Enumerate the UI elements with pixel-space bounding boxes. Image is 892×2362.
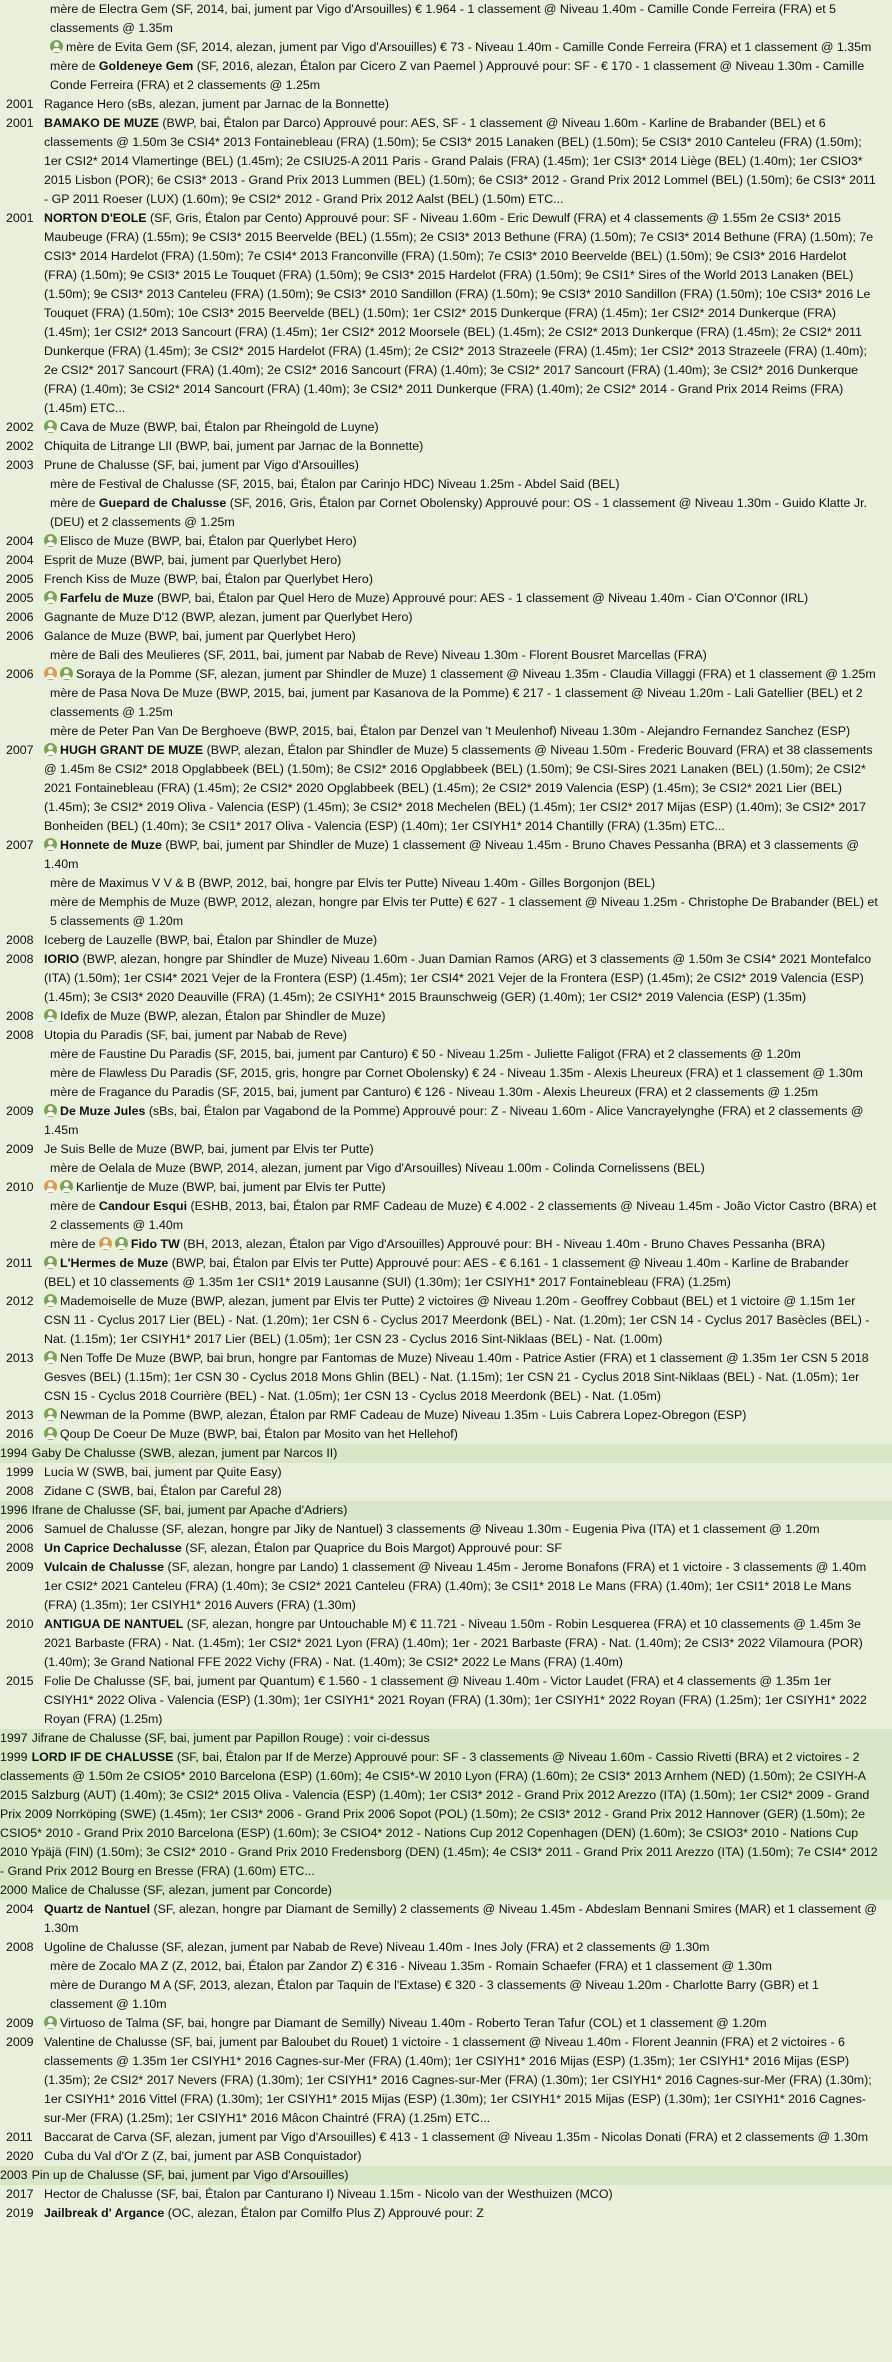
birth-year: 2015 — [6, 1674, 34, 1688]
birth-year: 2002 — [6, 439, 34, 453]
birth-year: 1999 — [0, 1750, 28, 1764]
entry-content — [32, 1731, 430, 1745]
owner-avatar-icon[interactable] — [44, 667, 57, 680]
entry-details: Samuel de Chalusse (SF, alezan, hongre par Jiky de Nantuel) 3 classements @ Niveau 1.30m - Eugenia Piva (ITA) et 1 classement @ 1.20m — [44, 1522, 820, 1536]
list-item — [0, 1539, 892, 1558]
birth-year: 2011 — [6, 1256, 33, 1270]
entry-content — [0, 1615, 882, 1672]
birth-year: 2012 — [6, 1294, 34, 1308]
list-item — [0, 608, 892, 627]
horse-profile-icon[interactable] — [44, 1104, 57, 1117]
entry-content — [0, 551, 882, 570]
entry-details: Virtuoso de Talma (SF, bai, hongre par Diamant de Semilly) Niveau 1.40m - Roberto Teran Tafur (COL) et 1 classement @ 1.20m — [60, 2016, 767, 2030]
entry-details: mère de Durango M A (SF, 2013, alezan, Étalon par Taquin de l'Extase) € 320 - 3 classements @ Niveau 1.20m - Charlotte Barry (GBR) et 1 classement @ 1.10m — [50, 1978, 819, 2011]
entry-content — [0, 209, 882, 418]
entry-details: Ragance Hero (sBs, alezan, jument par Jarnac de la Bonnette) — [44, 97, 390, 111]
entry-details: (SF, bai, Étalon par If de Merze) Approuvé pour: SF - 3 classements @ Niveau 1.60m - Cassio Rivetti (BRA) et 2 victoires - 2 classements @ 1.50m 2e CSIO5* 2010 Barcelona (ESP) (1.60m); 4e CSI5*-W 2010 Lyon (FRA) (1.60m); 2e CSI3* 2013 Arnhem (NED) (1.50m); 2e CSIYH-A 2015 Salzburg (AUT) (1.40m); 3e CSI2* 2015 Oliva - Valencia (ESP) (1.40m); 1er CSI3* 2012 - Grand Prix 2012 Arezzo (ITA) (1.50m); 1er CSI2* 2009 - Grand Prix 2009 Norrköping (SWE) (1.45m); 1er CSI3* 2006 - Grand Prix 2006 Sopot (POL) (1.50m); 2e CSI3* 2012 - Grand Prix 2012 Hannover (GER) (1.50m); 2e CSIO5* 2010 - Grand Prix 2010 Barcelona (ESP) (1.60m); 3e CSIO4* 2012 - Nations Cup 2012 Copenhagen (DEN) (1.60m); 3e CSIO3* 2010 - Nations Cup 2010 Ypäjä (FIN) (1.50m); 3e CSI2* 2010 - Grand Prix 2010 Fredensborg (DEN) (1.45m); 4e CSI3* 2011 - Grand Prix 2011 Arezzo (ITA) (1.50m); 7e CSI4* 2012 - Grand Prix 2012 Bourg en Bresse (FRA) (1.60m) ETC... — [0, 1750, 878, 1878]
list-item — [0, 1292, 892, 1349]
horse-name-link[interactable]: BAMAKO DE MUZE — [44, 116, 159, 130]
list-item — [0, 1159, 892, 1178]
dam-prefix: mère de — [50, 496, 99, 510]
birth-year: 2009 — [6, 1560, 34, 1574]
entry-content — [0, 456, 882, 475]
list-item — [0, 1197, 892, 1235]
list-item — [0, 57, 892, 95]
entry-content — [0, 2033, 882, 2128]
list-item — [0, 456, 892, 475]
dam-prefix: mère de — [50, 59, 99, 73]
entry-details: Iceberg de Lauzelle (BWP, bai, Étalon par Shindler de Muze) — [44, 933, 378, 947]
list-item — [0, 1672, 892, 1729]
entry-details: Prune de Chalusse (SF, bai, jument par Vigo d'Arsouilles) — [44, 458, 359, 472]
list-item — [0, 1729, 892, 1748]
entry-details: Galance de Muze (BWP, bai, jument par Querlybet Hero) — [44, 629, 356, 643]
list-item — [0, 114, 892, 209]
entry-content — [50, 1959, 772, 1973]
list-item — [0, 1482, 892, 1501]
list-item — [0, 1938, 892, 1957]
birth-year: 2013 — [6, 1408, 34, 1422]
birth-year: 1994 — [0, 1446, 28, 1460]
birth-year: 1999 — [6, 1465, 34, 1479]
entry-details: Qoup De Coeur De Muze (BWP, bai, Étalon par Mosito van het Hellehof) — [60, 1427, 458, 1441]
horse-name-link[interactable]: Jailbreak d' Argance — [44, 2206, 165, 2220]
birth-year: 2006 — [6, 629, 34, 643]
birth-year: 2009 — [6, 1142, 34, 1156]
owner-avatar-icon[interactable] — [99, 1237, 112, 1250]
horse-profile-icon[interactable] — [44, 420, 57, 433]
horse-profile-icon[interactable] — [44, 743, 57, 756]
list-item — [0, 437, 892, 456]
entry-content — [32, 1503, 348, 1517]
list-item — [0, 38, 892, 57]
entry-content — [0, 1482, 882, 1501]
birth-year: 2008 — [6, 1028, 34, 1042]
entry-details: (BH, 2013, alezan, Étalon par Vigo d'Arsouilles) Approuvé pour: BH - Niveau 1.40m - Bruno Chaves Pessanha (BRA) — [183, 1237, 826, 1251]
entry-content — [50, 1047, 801, 1061]
horse-name-link[interactable]: Vulcain de Chalusse — [44, 1560, 165, 1574]
horse-name-link[interactable]: IORIO — [44, 952, 80, 966]
list-item — [0, 494, 892, 532]
entry-content — [0, 1178, 882, 1197]
entry-content — [0, 2204, 882, 2223]
list-item — [0, 475, 892, 494]
list-item — [0, 1558, 892, 1615]
list-item — [0, 722, 892, 741]
birth-year: 1997 — [0, 1731, 28, 1745]
entry-content — [50, 1066, 863, 1080]
list-item — [0, 836, 892, 874]
list-item — [0, 1900, 892, 1938]
entry-details: Lucia W (SWB, bai, jument par Quite Easy) — [44, 1465, 282, 1479]
list-item — [0, 532, 892, 551]
entry-details: Jifrane de Chalusse (SF, bai, jument par Papillon Rouge) : voir ci-dessus — [31, 1731, 430, 1745]
entry-details: (BWP, bai, Étalon par Quel Hero de Muze) Approuvé pour: AES - 1 classement @ Niveau 1.40m - Cian O'Connor (IRL) — [157, 591, 809, 605]
entry-content — [50, 496, 867, 529]
list-item — [0, 1406, 892, 1425]
horse-name-link[interactable]: Quartz de Nantuel — [44, 1902, 151, 1916]
entry-details: (SF, 2016, alezan, Étalon par Cicero Z van Paemel ) Approuvé pour: SF - € 170 - 1 classement @ Niveau 1.30m - Camille Conde Ferreira (FRA) et 2 classements @ 1.25m — [50, 59, 865, 92]
list-item — [0, 1140, 892, 1159]
entry-content — [32, 1883, 332, 1897]
birth-year: 2010 — [6, 1180, 34, 1194]
entry-content — [0, 2185, 882, 2204]
list-item — [0, 893, 892, 931]
entry-content — [0, 418, 882, 437]
list-item — [0, 1007, 892, 1026]
entry-content — [0, 741, 882, 836]
entry-details: (BWP, alezan, Étalon par Shindler de Muze) 5 classements @ Niveau 1.50m - Frederic Bouvard (FRA) et 38 classements @ 1.45m 8e CSI2* 2018 Opglabbeek (BEL) (1.50m); 8e CSI2* 2016 Opglabbeek (BEL) (1.50m); 9e CSI-Sires 2021 Lanaken (BEL) (1.50m); 2e CSI2* 2021 Fontainebleau (FRA) (1.45m); 2e CSI2* 2020 Opglabbeek (BEL) (1.45m); 2e CSI2* 2019 Valencia (ESP) (1.45m); 3e CSI2* 2021 Lier (BEL) (1.45m); 3e CSI2* 2019 Oliva - Valencia (ESP) (1.45m); 3e CSI2* 2018 Mechelen (BEL) (1.45m); 1er CSI2* 2017 Mijas (ESP) (1.40m); 3e CSI2* 2017 Bonheiden (BEL) (1.40m); 3e CSI1* 2017 Oliva - Valencia (ESP) (1.40m); 1er CSIYH1* 2014 Chantilly (FRA) (1.35m) ETC... — [44, 743, 873, 833]
entry-details: mère de Festival de Chalusse (SF, 2015, bai, Étalon par Carinjo HDC) Niveau 1.25m - Abdel Said (BEL) — [50, 477, 620, 491]
entry-details: Zidane C (SWB, bai, Étalon par Careful 28) — [44, 1484, 282, 1498]
entry-content — [50, 2, 836, 35]
horse-name-link[interactable]: Candour Esqui — [98, 1199, 188, 1213]
birth-year: 2007 — [6, 743, 34, 757]
entry-content — [0, 2014, 882, 2033]
list-item — [0, 2147, 892, 2166]
horse-name-link[interactable]: Fido TW — [130, 1237, 180, 1251]
list-item — [0, 741, 892, 836]
entry-content — [0, 836, 882, 874]
entry-content — [0, 114, 882, 209]
entry-details: (SF, 2016, Gris, Étalon par Cornet Obolensky) Approuvé pour: OS - 1 classement @ Niveau 1.30m - Guido Klatte Jr. (DEU) et 2 classements @ 1.25m — [50, 496, 867, 529]
horse-profile-icon[interactable] — [44, 1294, 57, 1307]
list-item — [0, 1026, 892, 1045]
entry-details: Pin up de Chalusse (SF, bai, jument par Vigo d'Arsouilles) — [31, 2168, 349, 2182]
birth-year: 2002 — [6, 420, 34, 434]
birth-year: 2009 — [6, 2035, 34, 2049]
horse-profile-icon[interactable] — [44, 1009, 57, 1022]
horse-name-link[interactable]: L'Hermes de Muze — [60, 1256, 169, 1270]
entry-details: Valentine de Chalusse (SF, bai, jument par Baloubet du Rouet) 1 victoire - 1 classement @ Niveau 1.40m - Florent Jeannin (FRA) et 2 victoires - 6 classements @ 1.35m 1er CSIYH1* 2016 Cagnes-sur-Mer (FRA) (1.40m); 1er CSIYH1* 2016 Mijas (ESP) (1.35m); 1er CSIYH1* 2016 Mijas (ESP) (1.35m); 2e CSI2* 2017 Nevers (FRA) (1.30m); 1er CSIYH1* 2016 Cagnes-sur-Mer (FRA) (1.30m); 1er CSIYH1* 2016 Cagnes-sur-Mer (FRA) (1.30m); 1er CSIYH1* 2016 Vittel (FRA) (1.30m); 1er CSIYH1* 2015 Mijas (ESP) (1.30m); 1er CSIYH1* 2015 Mijas (ESP) (1.30m); 1er CSIYH1* 2016 Cagnes-sur-Mer (FRA) (1.25m); 1er CSIYH1* 2016 Mâcon Chaintré (FRA) (1.25m) ETC... — [44, 2035, 872, 2125]
list-item — [0, 589, 892, 608]
entry-details: mère de Zocalo MA Z (Z, 2012, bai, Étalon par Zandor Z) € 316 - Niveau 1.35m - Romain Schaefer (FRA) et 1 classement @ 1.30m — [50, 1959, 772, 1973]
list-item — [0, 1615, 892, 1672]
dam-prefix: mère de — [50, 1237, 99, 1251]
entry-details: Chiquita de Litrange LII (BWP, bai, jument par Jarnac de la Bonnette) — [44, 439, 424, 453]
entry-details: mère de Bali des Meulieres (SF, 2011, bai, jument par Nabab de Reve) Niveau 1.30m - Florent Bousret Marcellas (FRA) — [50, 648, 707, 662]
birth-year: 2008 — [6, 952, 34, 966]
entry-details: (SF, alezan, hongre par Diamant de Semilly) 2 classements @ Niveau 1.45m - Abdeslam Bennani Smires (MAR) et 1 classement @ 1.30m — [44, 1902, 877, 1935]
entry-details: mère de Memphis de Muze (BWP, 2012, alezan, hongre par Elvis ter Putte) € 627 - 1 classement @ Niveau 1.25m - Christophe De Brabander (BEL) et 5 classements @ 1.20m — [50, 895, 878, 928]
entry-content — [0, 1900, 882, 1938]
entry-content — [0, 931, 882, 950]
entry-content — [50, 40, 871, 54]
horse-name-link[interactable]: Un Caprice Dechalusse — [44, 1541, 182, 1555]
entry-content — [50, 1199, 876, 1232]
list-item — [0, 1957, 892, 1976]
entry-details: (SF, alezan, hongre par Untouchable M) € 11.721 - Niveau 1.50m - Robin Lesquerea (FRA) et 10 classements @ 1.45m 3e 2021 Barbaste (FRA) - Nat. (1.45m); 1er CSI2* 2021 Lyon (FRA) (1.40m); 1er - 2021 Barbaste (FRA) - Nat. (1.40m); 2e CSI3* 2022 Vilamoura (POR) (1.40m); 3e Grand National FFE 2022 Vichy (FRA) - Nat. (1.40m); 3e CSI2* 2022 Le Mans (FRA) (1.40m) — [44, 1617, 863, 1669]
entry-content — [50, 724, 850, 738]
entry-content — [50, 1237, 825, 1251]
entry-content — [0, 1672, 882, 1729]
entry-details: mère de Fragance du Paradis (SF, 2015, bai, jument par Canturo) € 126 - Niveau 1.30m - Alexis Lheureux (FRA) et 2 classements @ 1.25m — [50, 1085, 819, 1099]
list-item — [0, 1254, 892, 1292]
entry-details: Gagnante de Muze D'12 (BWP, alezan, jument par Querlybet Hero) — [44, 610, 413, 624]
horse-profile-icon[interactable] — [44, 1256, 57, 1269]
entry-content — [0, 1406, 882, 1425]
birth-year: 2020 — [6, 2149, 34, 2163]
list-item — [0, 1520, 892, 1539]
horse-profile-icon[interactable] — [44, 838, 57, 851]
entry-details: Ifrane de Chalusse (SF, bai, jument par Apache d'Adriers) — [31, 1503, 348, 1517]
entry-details: (BWP, bai, jument par Shindler de Muze) 1 classement @ Niveau 1.45m - Bruno Chaves Pessanha (BRA) et 3 classements @ 1.40m — [44, 838, 859, 871]
birth-year: 2004 — [6, 534, 34, 548]
entry-content — [32, 1446, 338, 1460]
entry-content — [50, 648, 707, 662]
entry-details: Idefix de Muze (BWP, alezan, Étalon par Shindler de Muze) — [60, 1009, 386, 1023]
birth-year: 2006 — [6, 667, 34, 681]
entry-content — [50, 895, 878, 928]
birth-year: 2017 — [6, 2187, 34, 2201]
entry-content — [0, 1292, 882, 1349]
list-item — [0, 209, 892, 418]
horse-profile-icon[interactable] — [44, 1427, 57, 1440]
entry-details: Malice de Chalusse (SF, alezan, jument par Concorde) — [31, 1883, 332, 1897]
entry-details: (SF, alezan, Étalon par Quaprice du Bois Margot) Approuvé pour: SF — [185, 1541, 562, 1555]
entry-details: mère de Evita Gem (SF, 2014, alezan, jument par Vigo d'Arsouilles) € 73 - Niveau 1.40m - Camille Conde Ferreira (FRA) et 1 classement @ 1.35m — [66, 40, 872, 54]
horse-profile-icon[interactable] — [44, 591, 57, 604]
entry-details: (BWP, bai, Étalon par Darco) Approuvé pour: AES, SF - 1 classement @ Niveau 1.60m - Karline de Brabander (BEL) et 6 classements @ 1.50m 3e CSI4* 2013 Fontainebleau (FRA) (1.50m); 5e CSI3* 2015 Lanaken (BEL) (1.50m); 5e CSI3* 2010 Canteleu (FRA) (1.50m); 1er CSI2* 2014 Vlamertinge (BEL) (1.45m); 2e CSIU25-A 2011 Paris - Grand Palais (FRA) (1.45m); 1er CSI3* 2014 Liège (BEL) (1.40m); 1er CSIO3* 2015 Lisbon (POR); 6e CSI3* 2013 - Grand Prix 2013 Lummen (BEL) (1.50m); 6e CSI3* 2012 - Grand Prix 2012 Lommel (BEL) (1.50m); 6e CSI3* 2011 - GP 2011 Roeser (LUX) (1.60m); 9e CSI2* 2012 - Grand Prix 2012 Aalst (BEL) (1.50m) ETC... — [44, 116, 876, 206]
birth-year: 2006 — [6, 610, 34, 624]
entry-content — [50, 876, 655, 890]
entry-details: Soraya de la Pomme (SF, alezan, jument par Shindler de Muze) 1 classement @ Niveau 1.35m - Claudia Villaggi (FRA) et 1 classement @ 1.25m — [76, 667, 876, 681]
birth-year: 2006 — [6, 1522, 34, 1536]
entry-details: Utopia du Paradis (SF, bai, jument par Nabab de Reve) — [44, 1028, 348, 1042]
birth-year: 2008 — [6, 1541, 34, 1555]
list-item — [0, 570, 892, 589]
entry-content — [0, 665, 882, 684]
birth-year: 2003 — [6, 458, 34, 472]
horse-profile-icon[interactable] — [60, 1180, 73, 1193]
entry-details: Newman de la Pomme (BWP, alezan, Étalon par RMF Cadeau de Muze) Niveau 1.35m - Luis Cabrera Lopez-Obregon (ESP) — [60, 1408, 747, 1422]
list-item — [0, 931, 892, 950]
entry-content — [0, 950, 882, 1007]
birth-year: 2004 — [6, 553, 34, 567]
list-item — [0, 1444, 892, 1463]
horse-name-link[interactable]: HUGH GRANT DE MUZE — [60, 743, 204, 757]
entry-content — [50, 1978, 819, 2011]
list-item — [0, 1083, 892, 1102]
horse-name-link[interactable]: NORTON D'EOLE — [44, 211, 147, 225]
list-item — [0, 2204, 892, 2223]
entry-content — [0, 589, 882, 608]
list-item — [0, 1976, 892, 2014]
entry-details: (OC, alezan, Étalon par Comilfo Plus Z) Approuvé pour: Z — [167, 2206, 484, 2220]
entry-content — [0, 1349, 882, 1406]
birth-year: 2010 — [6, 1617, 34, 1631]
entry-content — [0, 1539, 882, 1558]
birth-year: 2008 — [6, 1009, 34, 1023]
horse-profile-icon[interactable] — [44, 2016, 57, 2029]
entry-content — [0, 1750, 878, 1878]
entry-content — [50, 477, 620, 491]
entry-content — [0, 437, 882, 456]
horse-name-link[interactable]: De Muze Jules — [60, 1104, 146, 1118]
entry-details: mère de Peter Pan Van De Berghoeve (BWP, 2015, bai, Étalon par Denzel van 't Meulenhof) Niveau 1.30m - Alejandro Fernandez Sanchez (ESP) — [50, 724, 851, 738]
birth-year: 2007 — [6, 838, 34, 852]
horse-name-link[interactable]: ANTIGUA DE NANTUEL — [44, 1617, 184, 1631]
entry-content — [0, 95, 882, 114]
entry-details: mère de Faustine Du Paradis (SF, 2015, bai, jument par Canturo) € 50 - Niveau 1.25m - Juliette Faligot (FRA) et 2 classements @ 1.20m — [50, 1047, 801, 1061]
entry-details: (BWP, bai, Étalon par Elvis ter Putte) Approuvé pour: AES - € 6.161 - 1 classement @ Niveau 1.40m - Karline de Brabander (BEL) et 10 classements @ 1.35m 1er CSI1* 2019 Lausanne (SUI) (1.30m); 1er CSIYH1* 2017 Fontainebleau (FRA) (1.25m) — [44, 1256, 849, 1289]
birth-year: 2005 — [6, 591, 34, 605]
horse-profile-icon[interactable] — [60, 667, 73, 680]
list-item — [0, 1881, 892, 1900]
list-item — [0, 1178, 892, 1197]
entry-details: Esprit de Muze (BWP, bai, jument par Querlybet Hero) — [44, 553, 342, 567]
horse-name-link[interactable]: Goldeneye Gem — [98, 59, 194, 73]
list-item — [0, 646, 892, 665]
horse-profile-icon[interactable] — [44, 1408, 57, 1421]
list-item — [0, 418, 892, 437]
entry-content — [0, 2128, 882, 2147]
entry-content — [0, 1102, 882, 1140]
birth-year: 2001 — [6, 211, 34, 225]
entry-details: Elisco de Muze (BWP, bai, Étalon par Querlybet Hero) — [60, 534, 357, 548]
entry-details: Je Suis Belle de Muze (BWP, bai, jument par Elvis ter Putte) — [44, 1142, 374, 1156]
birth-year: 2009 — [6, 2016, 34, 2030]
birth-year: 2019 — [6, 2206, 34, 2220]
entry-details: Cuba du Val d'Or Z (Z, bai, jument par ASB Conquistador) — [44, 2149, 362, 2163]
entry-details: French Kiss de Muze (BWP, bai, Étalon par Querlybet Hero) — [44, 572, 373, 586]
entry-details: mère de Flawless Du Paradis (SF, 2015, gris, hongre par Cornet Obolensky) € 24 - Niveau 1.35m - Alexis Lheureux (FRA) et 1 classement @ 1.30m — [50, 1066, 863, 1080]
birth-year: 2008 — [6, 933, 34, 947]
birth-year: 2003 — [0, 2168, 28, 2182]
list-item — [0, 1501, 892, 1520]
birth-year: 2000 — [0, 1883, 28, 1897]
horse-name-link[interactable]: LORD IF DE CHALUSSE — [31, 1750, 174, 1764]
list-item — [0, 1748, 892, 1881]
entry-content — [0, 1558, 882, 1615]
list-item — [0, 627, 892, 646]
entry-content — [0, 1254, 882, 1292]
horse-profile-icon[interactable] — [44, 1351, 57, 1364]
entry-details: (SF, Gris, Étalon par Cento) Approuvé pour: SF - Niveau 1.60m - Eric Dewulf (FRA) et 4 classements @ 1.55m 2e CSI3* 2015 Maubeuge (FRA) (1.55m); 9e CSI3* 2015 Beervelde (BEL) (1.55m); 2e CSI3* 2013 Bethune (FRA) (1.50m); 7e CSI3* 2014 Bethune (FRA) (1.50m); 7e CSI3* 2014 Hardelot (FRA) (1.50m); 7e CSI4* 2013 Franconville (FRA) (1.50m); 7e CSI3* 2010 Beervelde (BEL) (1.50m); 9e CSI3* 2016 Hardelot (FRA) (1.50m); 9e CSI3* 2015 Le Touquet (FRA) (1.50m); 9e CSI3* 2015 Hardelot (FRA) (1.50m); 9e CSI1* Sires of the World 2013 Lanaken (BEL) (1.50m); 9e CSI3* 2013 Canteleu (FRA) (1.50m); 9e CSI3* 2010 Sandillon (FRA) (1.50m); 9e CSI3* 2010 Sandillon (FRA) (1.50m); 10e CSI3* 2016 Le Touquet (FRA) (1.50m); 10e CSI3* 2015 Beervelde (BEL) (1.50m); 1er CSI2* 2015 Dunkerque (FRA) (1.45m); 1er CSI2* 2014 Dunkerque (FRA) (1.45m); 1er CSI2* 2013 Sancourt (FRA) (1.45m); 1er CSI2* 2012 Moorsele (BEL) (1.45m); 2e CSI2* 2013 Dunkerque (FRA) (1.45m); 2e CSI2* 2011 Dunkerque (FRA) (1.45m); 3e CSI2* 2015 Hardelot (FRA) (1.45m); 2e CSI2* 2013 Strazeele (FRA) (1.45m); 1er CSI2* 2013 Strazeele (FRA) (1.40m); 2e CSI2* 2017 Sancourt (FRA) (1.40m); 2e CSI2* 2016 Sancourt (FRA) (1.40m); 3e CSI2* 2017 Sancourt (FRA) (1.40m); 3e CSI2* 2016 Dunkerque (FRA) (1.40m); 3e CSI2* 2014 Sancourt (FRA) (1.40m); 3e CSI2* 2011 Dunkerque (FRA) (1.40m); 2e CSI2* 2014 - Grand Prix 2014 Reims (FRA) (1.45m) ETC... — [44, 211, 874, 415]
list-item — [0, 95, 892, 114]
entry-details: Cava de Muze (BWP, bai, Étalon par Rheingold de Luyne) — [60, 420, 379, 434]
birth-year: 2011 — [6, 2130, 33, 2144]
entry-details: Hector de Chalusse (SF, bai, Étalon par Canturano I) Niveau 1.15m - Nicolo van der Westhuizen (MCO) — [44, 2187, 613, 2201]
entry-content — [0, 1026, 882, 1045]
entry-content — [50, 686, 863, 719]
birth-year: 2013 — [6, 1351, 34, 1365]
entry-details: (ESHB, 2013, bai, Étalon par RMF Cadeau de Muze) € 4.002 - 2 classements @ Niveau 1.45m - João Victor Castro (BRA) et 2 classements @ 1.40m — [50, 1199, 877, 1232]
entry-details: Nen Toffe De Muze (BWP, bai brun, hongre par Fantomas de Muze) Niveau 1.40m - Patrice Astier (FRA) et 1 classement @ 1.35m 1er CSN 5 2018 Gesves (BEL) (1.15m); 1er CSN 30 - Cyclus 2018 Mons Ghlin (BEL) - Nat. (1.15m); 1er CSN 21 - Cyclus 2018 Sint-Niklaas (BEL) - Nat. (1.05m); 1er CSN 15 - Cyclus 2018 Courrière (BEL) - Nat. (1.05m); 1er CSN 13 - Cyclus 2018 Meerdonk (BEL) - Nat. (1.05m) — [44, 1351, 869, 1403]
horse-name-link[interactable]: Farfelu de Muze — [60, 591, 154, 605]
entry-details: mère de Electra Gem (SF, 2014, bai, jument par Vigo d'Arsouilles) € 1.964 - 1 classement @ Niveau 1.40m - Camille Conde Ferreira (FRA) et 5 classements @ 1.35m — [50, 2, 837, 35]
horse-name-link[interactable]: Guepard de Chalusse — [98, 496, 227, 510]
list-item — [0, 2014, 892, 2033]
birth-year: 2009 — [6, 1104, 34, 1118]
list-item — [0, 665, 892, 684]
entry-content — [0, 570, 882, 589]
entry-details: (sBs, bai, Étalon par Vagabond de la Pomme) Approuvé pour: Z - Niveau 1.60m - Alice Vancrayelynghe (FRA) et 2 classements @ 1.45m — [44, 1104, 864, 1137]
list-item — [0, 0, 892, 38]
birth-year: 1996 — [0, 1503, 28, 1517]
horse-profile-icon[interactable] — [44, 534, 57, 547]
list-item — [0, 1064, 892, 1083]
horse-name-link[interactable]: Honnete de Muze — [60, 838, 162, 852]
horse-profile-icon[interactable] — [115, 1237, 128, 1250]
entry-details: Ugoline de Chalusse (SF, alezan, jument par Nabab de Reve) Niveau 1.40m - Ines Joly (FRA) et 2 classements @ 1.30m — [44, 1940, 710, 1954]
list-item — [0, 551, 892, 570]
birth-year: 2004 — [6, 1902, 34, 1916]
entry-details: (BWP, alezan, hongre par Shindler de Muze) Niveau 1.60m - Juan Damian Ramos (ARG) et 3 classements @ 1.50m 3e CSI4* 2021 Montefalco (ITA) (1.50m); 1er CSI4* 2021 Vejer de la Frontera (ESP) (1.45m); 1er CSI4* 2021 Vejer de la Frontera (ESP) (1.45m); 2e CSI2* 2019 Valencia (ESP) (1.45m); 3e CSI3* 2020 Deauville (FRA) (1.45m); 2e CSIYH1* 2015 Braunschweig (GER) (1.40m); 1er CSI2* 2019 Valencia (ESP) (1.35m) — [44, 952, 872, 1004]
owner-avatar-icon[interactable] — [44, 1180, 57, 1193]
list-item — [0, 2128, 892, 2147]
entry-details: Karlientje de Muze (BWP, bai, jument par Elvis ter Putte) — [76, 1180, 386, 1194]
list-item — [0, 1349, 892, 1406]
birth-year: 2008 — [6, 1940, 34, 1954]
list-item — [0, 2166, 892, 2185]
birth-year: 2005 — [6, 572, 34, 586]
entry-details: Gaby De Chalusse (SWB, alezan, jument par Narcos II) — [31, 1446, 338, 1460]
birth-year: 2016 — [6, 1427, 34, 1441]
entry-content — [0, 1425, 882, 1444]
entry-content — [0, 532, 882, 551]
entry-content — [0, 1938, 882, 1957]
list-item — [0, 684, 892, 722]
birth-year: 2001 — [6, 97, 34, 111]
entry-details: Folie De Chalusse (SF, bai, jument par Quantum) € 1.560 - 1 classement @ Niveau 1.40m - Victor Laudet (FRA) et 4 classements @ 1.35m 1er CSIYH1* 2022 Oliva - Valencia (ESP) (1.30m); 1er CSIYH1* 2021 Royan (FRA) (1.30m); 1er CSIYH1* 2022 Royan (FRA) (1.25m); 1er CSIYH1* 2022 Royan (FRA) (1.25m) — [44, 1674, 867, 1726]
horse-profile-icon[interactable] — [50, 40, 63, 53]
birth-year: 2001 — [6, 116, 34, 130]
entry-details: Baccarat de Carva (SF, alezan, jument par Vigo d'Arsouilles) € 413 - 1 classement @ Niveau 1.35m - Nicolas Donati (FRA) et 2 classements @ 1.30m — [44, 2130, 869, 2144]
entry-content — [50, 1085, 818, 1099]
entry-content — [0, 1520, 882, 1539]
list-item — [0, 2185, 892, 2204]
list-item — [0, 1045, 892, 1064]
entry-details: Mademoiselle de Muze (BWP, alezan, jument par Elvis ter Putte) 2 victoires @ Niveau 1.20m - Geoffrey Cobbaut (BEL) et 1 victoire @ 1.15m 1er CSN 11 - Cyclus 2017 Lier (BEL) - Nat. (1.20m); 1er CSN 6 - Cyclus 2017 Meerdonk (BEL) - Nat. (1.20m); 1er CSN 14 - Cyclus 2017 Basècles (BEL) - Nat. (1.15m); 1er CSIYH1* 2017 Lier (BEL) (1.05m); 1er CSN 23 - Cyclus 2016 Sint-Niklaas (BEL) - Nat. (1.00m) — [44, 1294, 870, 1346]
list-item — [0, 2033, 892, 2128]
entry-content — [32, 2168, 349, 2182]
entry-content — [0, 1007, 882, 1026]
list-item — [0, 1463, 892, 1482]
entry-content — [0, 1463, 882, 1482]
entry-details: mère de Maximus V V & B (BWP, 2012, bai, hongre par Elvis ter Putte) Niveau 1.40m - Gilles Borgonjon (BEL) — [50, 876, 656, 890]
entry-content — [0, 608, 882, 627]
list-item — [0, 950, 892, 1007]
entry-details: mère de Oelala de Muze (BWP, 2014, alezan, jument par Vigo d'Arsouilles) Niveau 1.00m - Colinda Cornelissens (BEL) — [50, 1161, 705, 1175]
entry-content — [0, 2147, 882, 2166]
list-item — [0, 1102, 892, 1140]
entry-details: mère de Pasa Nova De Muze (BWP, 2015, bai, jument par Kasanova de la Pomme) € 217 - 1 classement @ Niveau 1.20m - Lali Gatellier (BEL) et 2 classements @ 1.25m — [50, 686, 863, 719]
birth-year: 2008 — [6, 1484, 34, 1498]
entry-content — [50, 59, 864, 92]
entry-content — [0, 627, 882, 646]
entry-details: (SF, alezan, hongre par Lando) 1 classement @ Niveau 1.45m - Jerome Bonafons (FRA) et 1 victoire - 3 classements @ 1.40m 1er CSI2* 2021 Canteleu (FRA) (1.40m); 3e CSI2* 2021 Canteleu (FRA) (1.40m); 3e CSI1* 2018 Le Mans (FRA) (1.40m); 1er CSI1* 2018 Le Mans (FRA) (1.35m); 1er CSIYH1* 2016 Auvers (FRA) (1.30m) — [44, 1560, 867, 1612]
dam-prefix: mère de — [50, 1199, 99, 1213]
list-item — [0, 1235, 892, 1254]
entry-content — [0, 1140, 882, 1159]
entry-content — [50, 1161, 705, 1175]
list-item — [0, 1425, 892, 1444]
list-item — [0, 874, 892, 893]
